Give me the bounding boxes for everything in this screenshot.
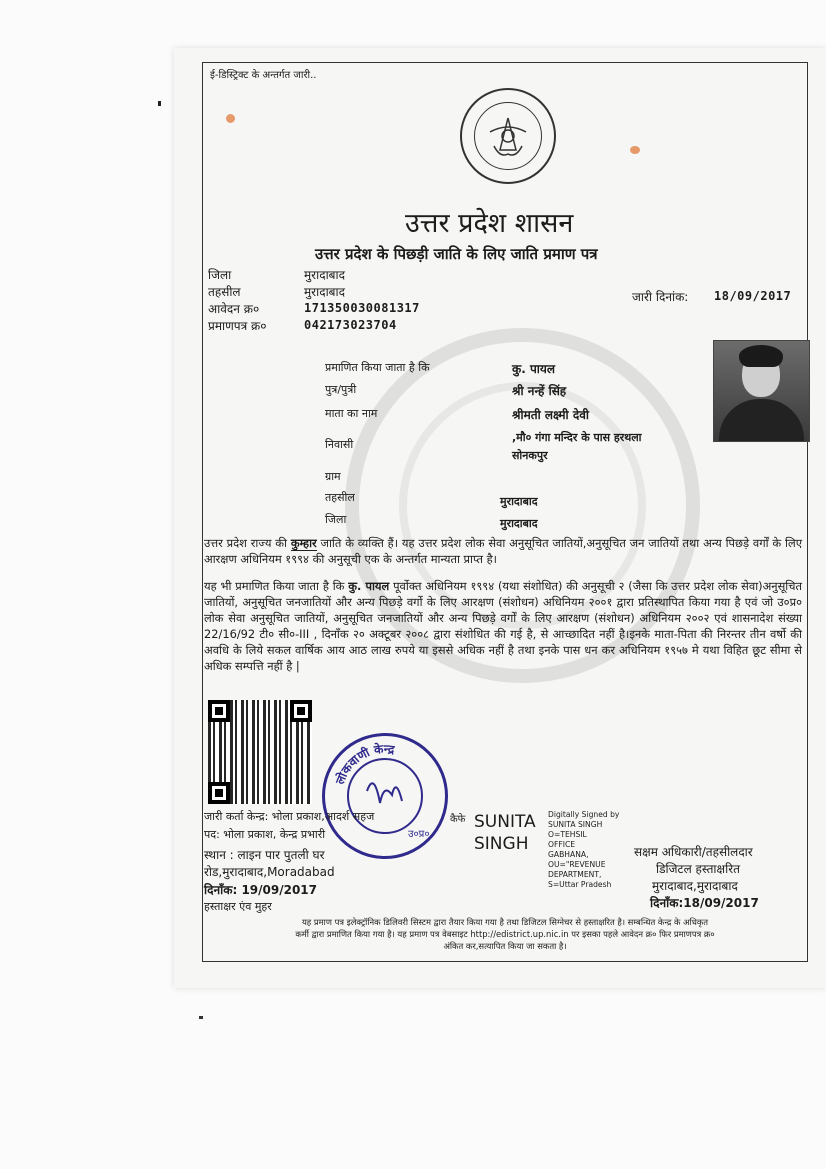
seal-signature-mark xyxy=(322,733,448,859)
stain-mark xyxy=(630,146,640,154)
digital-signer-name: SUNITA SINGH xyxy=(474,812,536,854)
applicant-name-inline: कु. पायल xyxy=(348,579,390,593)
stamp-outer-text: लोकवाणी केन्द्र xyxy=(332,741,396,787)
signature-detail-line: OU="REVENUE xyxy=(548,860,606,869)
mother-label: माता का नाम xyxy=(325,407,378,420)
scan-speck xyxy=(199,1016,203,1019)
certificate-number: 042173023704 xyxy=(304,318,397,332)
issuing-center-suffix: कैफे xyxy=(450,814,466,825)
authority-date: दिनाँक:18/09/2017 xyxy=(650,896,759,910)
header-note: ई-डिस्ट्रिक्ट के अन्तर्गत जारी.. xyxy=(210,70,317,81)
authority-title: सक्षम अधिकारी/तहसीलदार xyxy=(634,845,753,859)
address-line1: ,मौ० गंगा मन्दिर के पास हरथला xyxy=(512,431,642,444)
detail-district-value: मुरादाबाद xyxy=(500,517,538,530)
tehsil-value: मुरादाबाद xyxy=(304,285,346,299)
stamp-inner-text: उ०प्र० xyxy=(408,829,430,840)
scan-speck xyxy=(158,101,161,106)
svg-text:लोकवाणी केन्द्र xyxy=(332,742,395,787)
issuer-signature-label: हस्ताक्षर एंव मुहर xyxy=(204,900,272,913)
applicant-name: कु. पायल xyxy=(512,362,555,376)
resident-label: निवासी xyxy=(325,438,354,451)
authority-location: मुरादाबाद,मुरादाबाद xyxy=(652,879,738,893)
issue-date-value: 18/09/2017 xyxy=(714,289,792,303)
detail-district-label: जिला xyxy=(325,513,347,526)
verification-footnote: यह प्रमाण पत्र इलेक्ट्रॉनिक डिलिवरी सिस्टम द्वारा तैयार किया गया है तथा डिजिटल सिग्नेचर से हस्ताक्षरित है। सम्बन्धित केन्द्र के अधिकृत कर्मी द्वारा प्रमाणित किया गया है। यह प्रमाण पत्र वेबसाइट http://edistrict.up.nic.in पर इसका पहले आवेदन क्र० फिर प्रमाणपत्र क्र० अंकित कर,सत्यापित किया जा सकता है। xyxy=(295,917,715,951)
signature-detail-line: SUNITA SINGH xyxy=(548,820,603,829)
stain-mark xyxy=(226,114,235,123)
district-value: मुरादाबाद xyxy=(304,268,346,282)
district-label: जिला xyxy=(208,268,232,282)
signature-detail-line: GABHANA, xyxy=(548,850,589,859)
mother-name: श्रीमती लक्ष्मी देवी xyxy=(512,408,589,422)
applicant-photo xyxy=(713,340,810,442)
detail-tehsil-label: तहसील xyxy=(325,491,355,504)
center-seal-stamp xyxy=(322,733,448,859)
relation-label: पुत्र/पुत्री xyxy=(325,383,357,396)
application-number: 171350030081317 xyxy=(304,301,420,315)
tehsil-label: तहसील xyxy=(208,285,241,299)
certificate-label: प्रमाणपत्र क्र० xyxy=(208,319,267,333)
father-name: श्री नन्हें सिंह xyxy=(512,384,567,398)
signature-detail-line: O=TEHSIL xyxy=(548,830,587,839)
page-subtitle: उत्तर प्रदेश के पिछड़ी जाति के लिए जाति प्रमाण पत्र xyxy=(315,245,598,263)
address-line2: सोनकपुर xyxy=(512,449,548,462)
creamy-layer-statement: यह भी प्रमाणित किया जाता है कि कु. पायल पूर्वोक्त अधिनियम १९९४ (यथा संशोधित) की अनुसूची २ (जैसा कि उत्तर प्रदेश लोक सेवा)अनुसूचित जातियों, अनुसूचित जनजातियों और अन्य पिछड़े वर्गो के लिए आरक्षण (संशोधन) अधिनियम २००१ द्वारा प्रतिस्थापित किया गया है एवं जो उ०प्र० लोक सेवा अनुसूचित जातियों, अनुसूचित जनजातियों और अन्य पिछड़े वर्गों के लिए आरक्षण (संशोधन) अधिनियम २००२ एवं शासनादेश संख्या 22/16/92 टी० सी०-III , दिनाँक २० अक्टूबर २००८ द्वारा संशोधित की गई है, से आच्छादित नहीं है।इनके माता-पिता की निरन्तर तीन वर्षो की अवधि के लिये सकल वार्षिक आय आठ लाख रुपये या इससे अधिक नहीं है तथा इनके पास धन कर अधिनियम १९५७ मे यथा विहित छूट सीमा से अधिक सम्पत्ति नहीं है | xyxy=(204,579,802,673)
detail-tehsil-value: मुरादाबाद xyxy=(500,495,538,508)
issue-date-label: जारी दिनांक: xyxy=(632,290,689,304)
issuer-post: पद: भोला प्रकाश, केन्द्र प्रभारी xyxy=(204,828,326,841)
signature-detail-line: DEPARTMENT, xyxy=(548,870,602,879)
caste-statement: उत्तर प्रदेश राज्य की कुम्हार जाति के व्यक्ति हैं। यह उत्तर प्रदेश लोक सेवा अनुसूचित जातियों,अनुसूचित जन जातियों तथा अन्य पिछड़े वर्गों के लिए आरक्षण अधिनियम १९९४ की अनुसूची एक के अन्तर्गत मान्यता प्राप्त है। xyxy=(204,536,802,566)
up-government-emblem xyxy=(460,88,556,184)
digital-signature-details xyxy=(548,810,619,890)
signature-detail-line: OFFICE xyxy=(548,840,576,849)
village-label: ग्राम xyxy=(325,470,341,483)
issuer-road: रोड,मुरादाबाद,Moradabad xyxy=(204,865,335,879)
authority-digital-note: डिजिटल हस्ताक्षरित xyxy=(656,862,740,876)
signature-detail-line: S=Uttar Pradesh xyxy=(548,880,612,889)
verification-qr-code xyxy=(208,700,312,804)
emblem-icon xyxy=(460,88,556,184)
issuer-place: स्थान : लाइन पार पुतली घर xyxy=(204,848,325,862)
caste-name: कुम्हार xyxy=(290,536,317,550)
certify-label: प्रमाणित किया जाता है कि xyxy=(325,361,430,374)
application-label: आवेदन क्र० xyxy=(208,302,260,316)
issuing-center: जारी कर्ता केन्द्र: भोला प्रकाश,आदर्श सहज xyxy=(204,810,375,823)
issuer-date: दिनाँक: 19/09/2017 xyxy=(204,883,318,897)
page-title: उत्तर प्रदेश शासन xyxy=(405,208,574,239)
signature-detail-line: Digitally Signed by xyxy=(548,810,620,819)
